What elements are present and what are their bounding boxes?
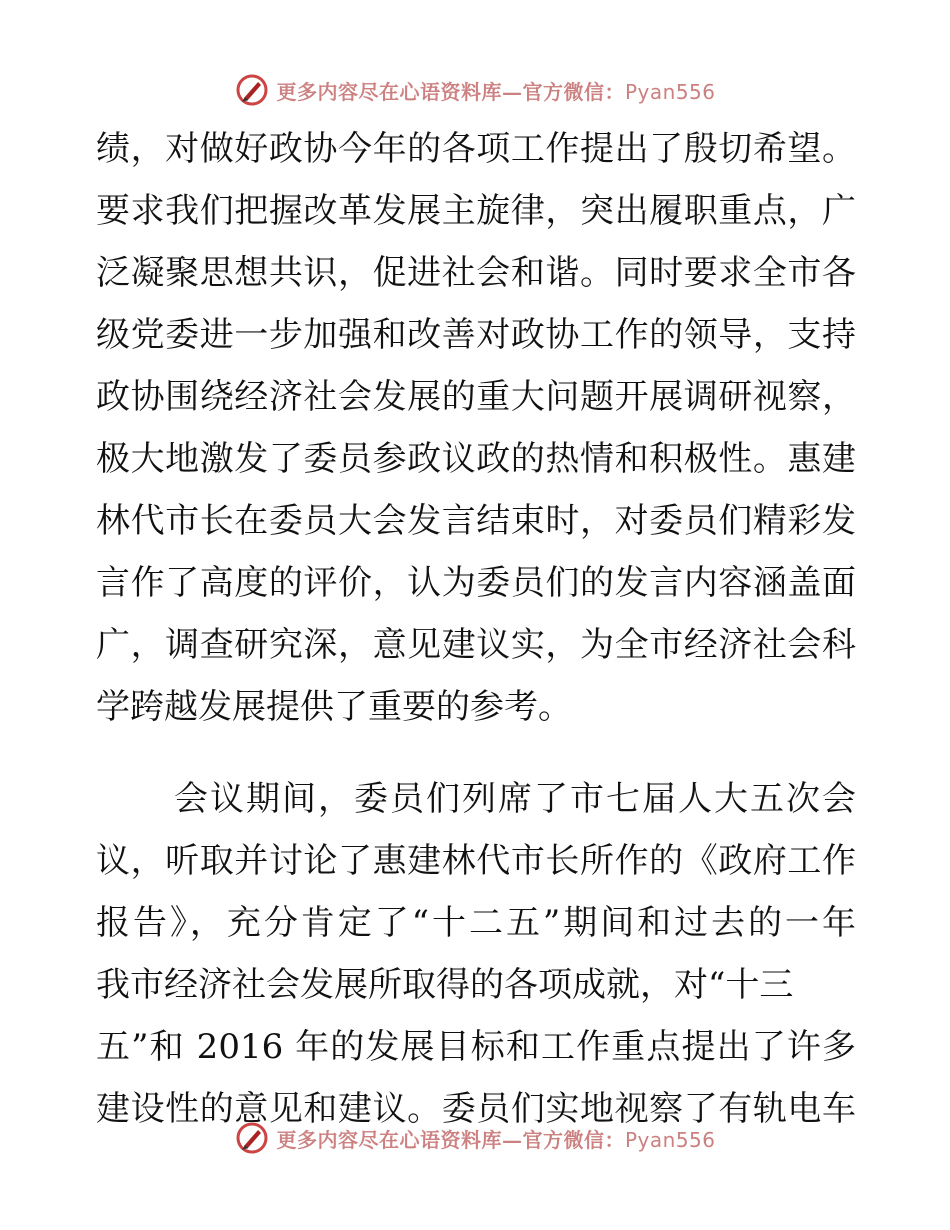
text-line: 级党委进一步加强和改善对政协工作的领导，支持 (96, 315, 856, 355)
header-watermark (0, 70, 950, 110)
text-line: 绩，对做好政协今年的各项工作提出了殷切希望。 (96, 129, 856, 169)
text-line: 泛凝聚思想共识，促进社会和谐。同时要求全市各 (96, 253, 856, 293)
brush-logo-icon (234, 72, 270, 108)
text-line: 要求我们把握改革发展主旋律，突出履职重点，广 (96, 191, 856, 231)
text-line: 政协围绕经济社会发展的重大问题开展调研视察， (96, 377, 856, 417)
text-line: 林代市长在委员大会发言结束时，对委员们精彩发 (96, 501, 856, 541)
document-body (96, 118, 856, 1140)
watermark-text: 更多内容尽在心语资料库—官方微信：Pyan556 (276, 1127, 716, 1152)
text-line: 我市经济社会发展所取得的各项成就，对“十三 (96, 965, 794, 1005)
text-line: 学跨越发展提供了重要的参考。 (96, 687, 572, 727)
paragraph-2 (96, 768, 856, 1140)
brush-logo-icon (234, 1120, 270, 1156)
text-line: 报告》，充分肯定了“十二五”期间和过去的一年 (96, 903, 856, 943)
text-line: 议，听取并讨论了惠建林代市长所作的《政府工作 (96, 841, 856, 881)
text-line: 会议期间，委员们列席了市七届人大五次会 (174, 779, 856, 819)
paragraph-1 (96, 118, 856, 738)
footer-watermark (0, 1118, 950, 1158)
text-line: 建设性的意见和建议。委员们实地视察了有轨电车 (96, 1089, 856, 1129)
text-line: 极大地激发了委员参政议政的热情和积极性。惠建 (96, 439, 856, 479)
text-line: 广，调查研究深，意见建议实，为全市经济社会科 (96, 625, 856, 665)
text-line: 五”和 2016 年的发展目标和工作重点提出了许多 (96, 1027, 856, 1067)
paragraph-gap (96, 738, 856, 768)
watermark-text: 更多内容尽在心语资料库—官方微信：Pyan556 (276, 79, 716, 104)
text-line: 言作了高度的评价，认为委员们的发言内容涵盖面 (96, 563, 856, 603)
